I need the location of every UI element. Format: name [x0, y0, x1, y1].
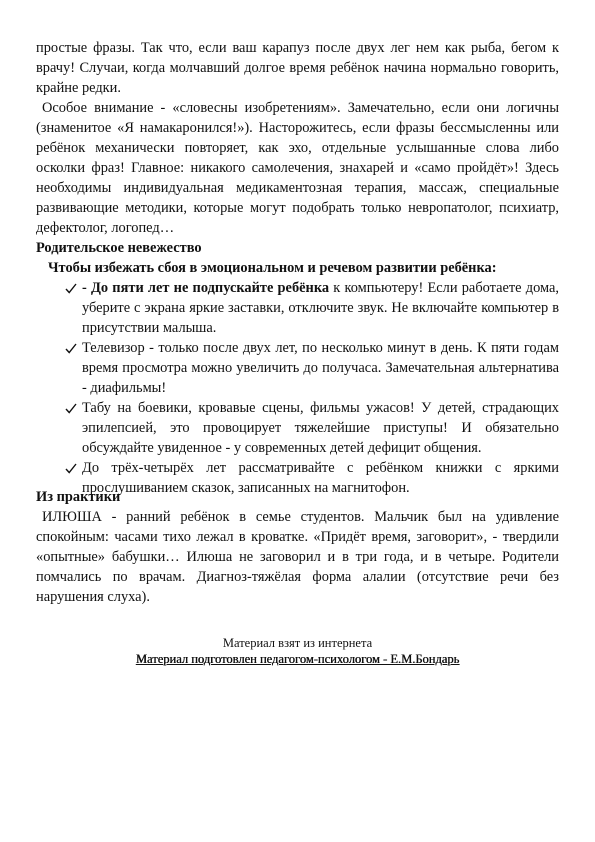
list-item — [82, 458, 559, 498]
subheading-avoid-failure: Чтобы избежать сбоя в эмоциональном и речевом развитии ребёнка: — [48, 260, 497, 276]
checkmark-icon — [65, 278, 77, 298]
paragraph-top: простые фразы. Так что, если ваш карапуз после двух лег нем как рыба, бегом к врачу! Случаи, когда молчавший долгое время ребёнок начина нормально говорить, крайне редки. — [36, 40, 559, 96]
list-item — [82, 278, 559, 338]
list-item-text: Телевизор - только после двух лет, по несколько минут в день. К пяти годам время просмотра можно увеличить до получаса. Замечательная альтернатива - диафильмы! — [82, 340, 559, 396]
heading-from-practice: Из практики — [36, 489, 121, 505]
list-item — [82, 398, 559, 458]
checkmark-icon — [65, 458, 77, 478]
list-item — [82, 338, 559, 398]
footer-author: Материал подготовлен педагогом-психологом - Е.М.Бондарь — [135, 651, 460, 666]
checkmark-icon — [65, 338, 77, 358]
footer-source: Материал взят из интернета — [222, 635, 373, 650]
list-item-bold-text: - До пяти лет не подпускайте ребёнка — [82, 280, 330, 296]
checkmark-icon — [65, 398, 77, 418]
paragraph-attention: Особое внимание - «словесны изобретениям». Замечательно, если они логичны (знаменитое «Я намакаронился!»). Насторожитесь, если фразы бессмысленны или ребёнок механически повторяет, как эхо, отдельные услышанные слова либо осколки фраз! Главное: никакого самолечения, знахарей и «само пройдёт»! Здесь необходимы индивидуальная медикаментозная терапия, массаж, специальные развивающие методики, которые могут подобрать только невропатолог, психиатр, дефектолог, логопед… — [36, 100, 559, 236]
heading-parental-ignorance: Родительское невежество — [36, 240, 202, 256]
advice-list — [82, 278, 559, 498]
list-item-text: До трёх-четырёх лет рассматривайте с ребёнком книжки с яркими прослушиванием сказок, записанных на магнитофон. — [82, 460, 559, 496]
paragraph-ilyusha: ИЛЮША - ранний ребёнок в семье студентов. Мальчик был на удивление спокойным: часами тихо лежал в кроватке. «Придёт время, заговорит», - твердили «опытные» бабушки… Илюша не заговорил и в три года, и в четыре. Родители помчались по врачам. Диагноз-тяжёлая форма алалии (отсутствие речи без нарушения слуха). — [36, 509, 559, 605]
list-item-text: к компьютеру! Если работаете дома, уберите с экрана яркие заставки, отключите звук. Не включайте компьютер в присутствии малыша. — [82, 280, 560, 336]
list-item-text: Табу на боевики, кровавые сцены, фильмы ужасов! У детей, страдающих эпилепсией, это провоцирует тяжелейшие приступы! И обязательно обсуждайте увиденное - у современных детей дефицит общения. — [82, 400, 559, 456]
